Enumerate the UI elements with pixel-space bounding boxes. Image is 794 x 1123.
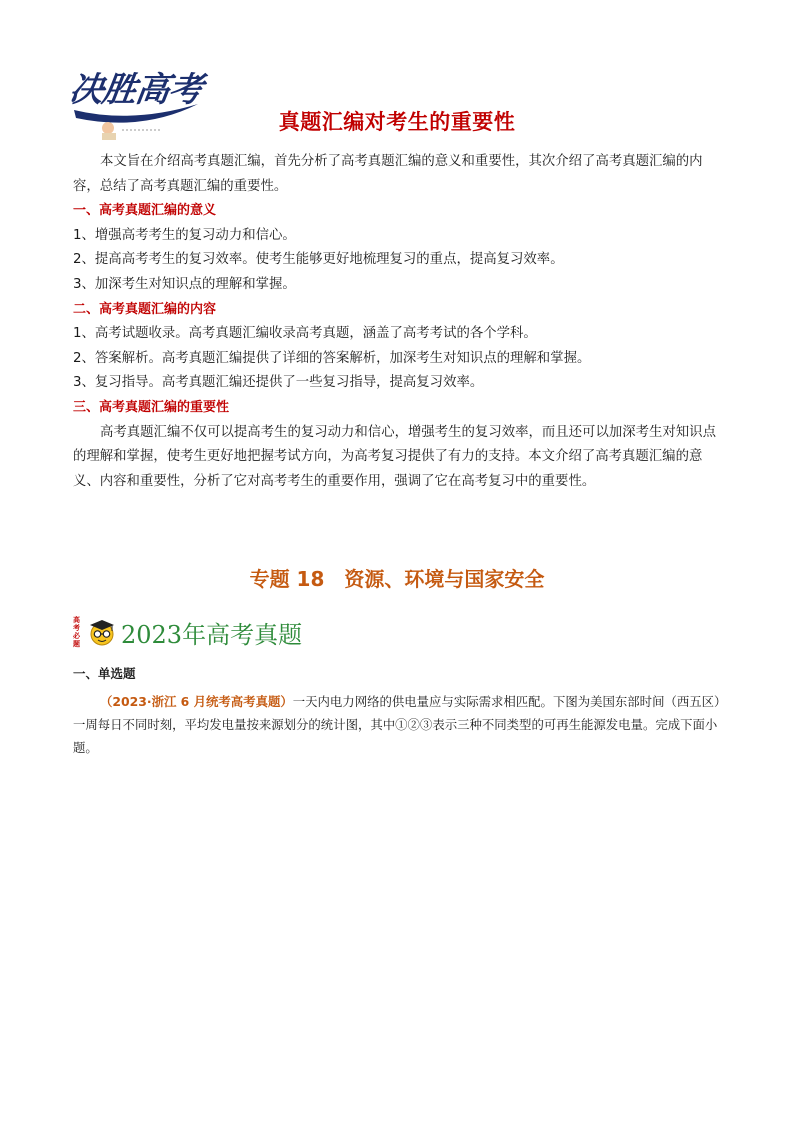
topic-title: 专题 18 资源、环境与国家安全 xyxy=(249,567,545,591)
section-heading: 二、高考真题汇编的内容 xyxy=(73,301,217,317)
conclusion-paragraph: 高考真题汇编不仅可以提高考生的复习动力和信心，增强考生的复习效率，而且还可以加深考生对知识点的理解和掌握，使考生更好地把握考试方向，为高考复习提供了有力的支持。本文介绍了高考真题汇编的意义、内容和重要性，分析了它对高考考生的重要作用，强调了它在高考复习中的重要性。 xyxy=(73,424,716,489)
logo-text: 决胜高考 xyxy=(66,70,205,110)
list-item: 2、提高高考考生的复习效率。使考生能够更好地梳理复习的重点，提高复习效率。 xyxy=(73,252,564,268)
main-title: 真题汇编对考生的重要性 xyxy=(278,110,516,134)
year-header xyxy=(73,612,302,652)
intro-paragraph: 本文旨在介绍高考真题汇编，首先分析了高考真题汇编的意义和重要性，其次介绍了高考真题汇编的内容，总结了高考真题汇编的重要性。 xyxy=(73,154,703,194)
list-item: 3、复习指导。高考真题汇编还提供了一些复习指导，提高复习效率。 xyxy=(73,375,484,391)
list-item: 1、增强高考考生的复习动力和信心。 xyxy=(73,227,296,243)
question-stem xyxy=(73,690,723,759)
article-body xyxy=(73,150,723,494)
list-item: 2、答案解析。高考真题汇编提供了详细的答案解析，加深考生对知识点的理解和掌握。 xyxy=(73,350,591,366)
question-type: 一、单选题 xyxy=(73,666,136,681)
list-item: 1、高考试题收录。高考真题汇编收录高考真题，涵盖了高考考试的各个学科。 xyxy=(73,326,537,342)
section-heading: 一、高考真题汇编的意义 xyxy=(73,203,217,219)
year-title: 2023年高考真题 xyxy=(121,620,303,649)
section-heading: 三、高考真题汇编的重要性 xyxy=(73,399,230,415)
graduate-emoji-icon xyxy=(87,617,117,647)
question-source: （2023·浙江 6 月统考高考真题） xyxy=(100,694,293,709)
year-tag: 高考必题 xyxy=(73,616,80,648)
question-text: 一天内电力网络的供电量应与实际需求相匹配。下图为美国东部时间（西五区）一周每日不同时刻，平均发电量按来源划分的统计图，其中①②③表示三种不同类型的可再生能源发电量。完成下面小题。 xyxy=(73,694,721,755)
list-item: 3、加深考生对知识点的理解和掌握。 xyxy=(73,276,296,292)
